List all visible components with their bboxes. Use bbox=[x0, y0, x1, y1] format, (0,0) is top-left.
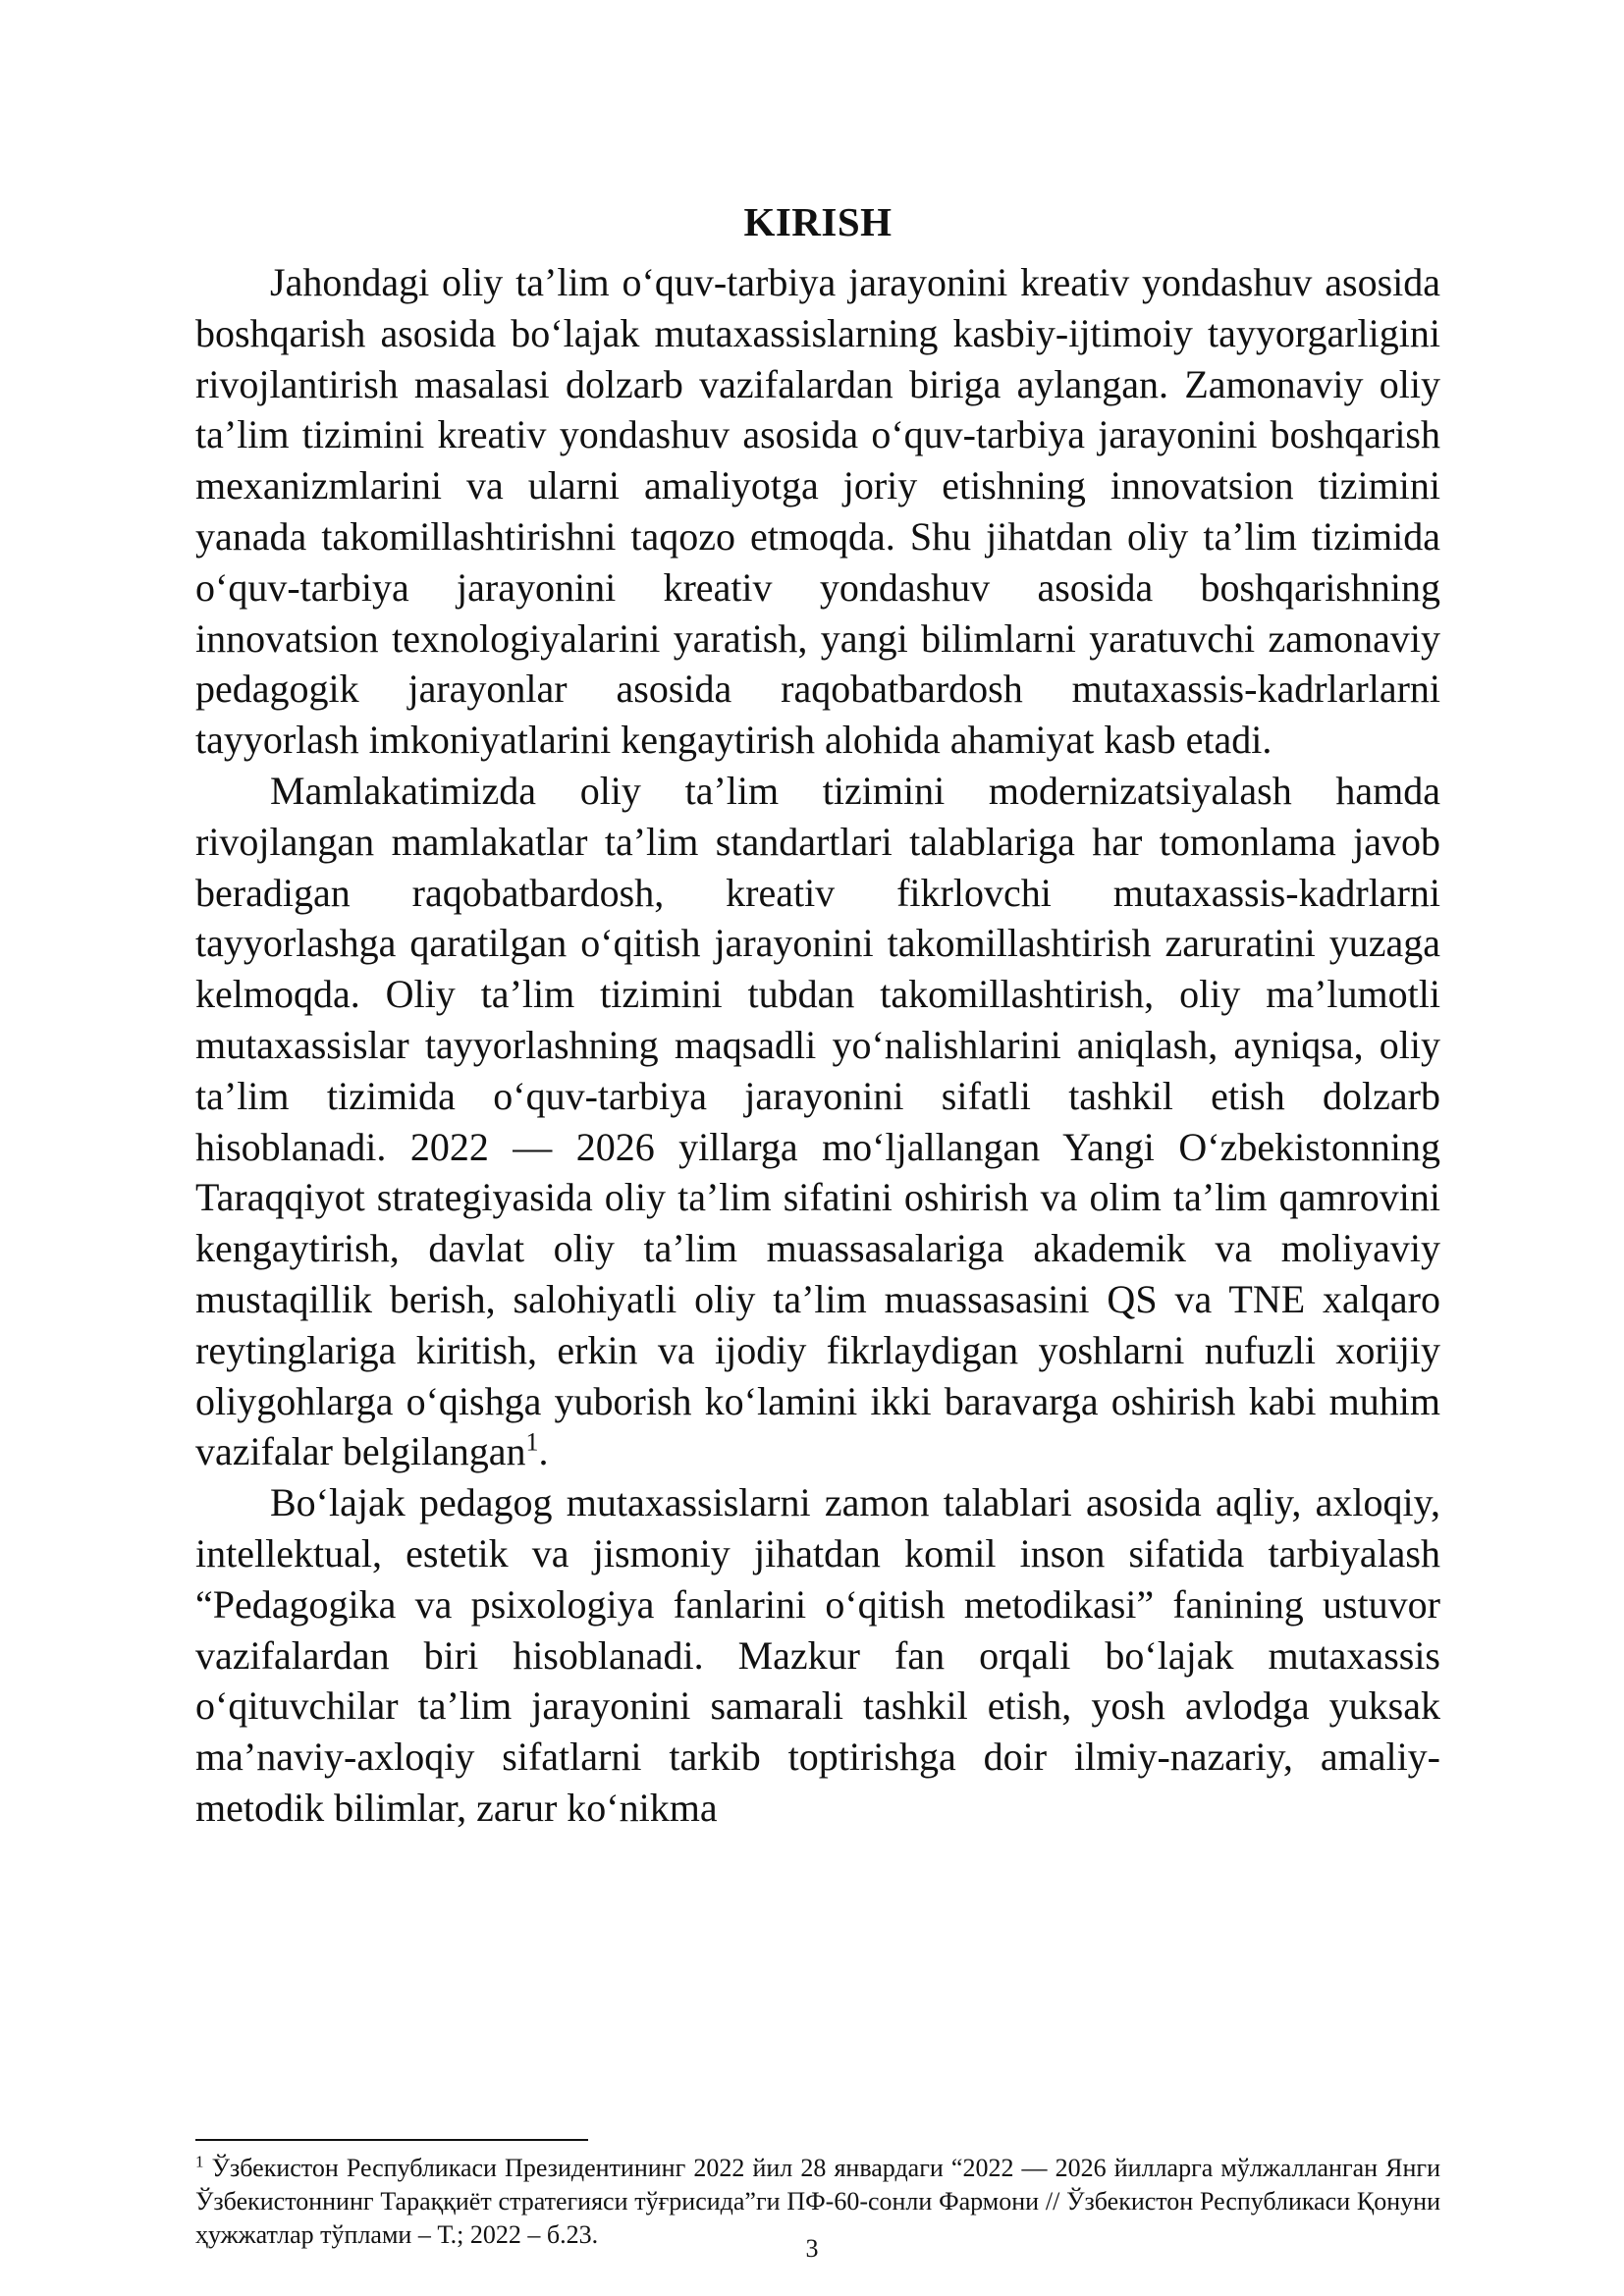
paragraph-3-text: Bo‘lajak pedagog mutaxassislarni zamon talablari asosida aqliy, axloqiy, intellektual, estetik va jismoniy jihatdan komil inson sifatida tarbiyalash “Pedagogika va psixologiya fanlarini o‘qitish metodikasi” fanining ustuvor vazifalardan biri hisoblanadi. Mazkur fan orqali bo‘lajak mutaxassis o‘qituvchilar ta’lim jarayonini samarali tashkil etish, yosh avlodga yuksak ma’naviy-axloqiy sifatlarni tarkib toptirishga doir ilmiy-nazariy, amaliy-metodik bilimlar, zarur ko‘nikma bbox=[195, 1480, 1440, 1830]
footnote-separator bbox=[195, 2139, 588, 2141]
paragraph-3 bbox=[195, 1477, 1440, 1834]
main-text bbox=[195, 187, 1440, 1834]
footnote-text: Ўзбекистон Республикаси Президентининг 2022 йил 28 январдаги “2022 — 2026 йилларга мўлжалланган Янги Ўзбекистоннинг Тараққиёт стратегияси тўғрисида”ги ПФ-60-сонли Фармони // Ўзбекистон Республикаси Қонуни ҳужжатлар тўплами – Т.; 2022 – б.23. bbox=[195, 2154, 1440, 2249]
section-heading: KIRISH bbox=[743, 199, 893, 244]
paragraph-1-text: Jahondagi oliy ta’lim o‘quv-tarbiya jarayonini kreativ yondashuv asosida boshqarish asosida bo‘lajak mutaxassislarning kasbiy-ijtimoiy tayyorgarligini rivojlantirish masalasi dolzarb vazifalardan biriga aylangan. Zamonaviy oliy ta’lim tizimini kreativ yondashuv asosida o‘quv-tarbiya jarayonini boshqarish mexanizmlarini va ularni amaliyotga joriy etishning innovatsion tizimini yanada takomillashtirishni taqozo etmoqda. Shu jihatdan oliy ta’lim tizimida o‘quv-tarbiya jarayonini kreativ yondashuv asosida boshqarishning innovatsion texnologiyalarini yaratish, yangi bilimlarni yaratuvchi zamonaviy pedagogik jarayonlar asosida raqobatbardosh mutaxassis-kadrlarlarni tayyorlash imkoniyatlarini kengaytirish alohida ahamiyat kasb etadi. bbox=[195, 260, 1440, 763]
paragraph-1 bbox=[195, 257, 1440, 766]
paragraph-2-text: Mamlakatimizda oliy ta’lim tizimini modernizatsiyalash hamda rivojlangan mamlakatlar ta’lim standartlari talablariga har tomonlama javob beradigan raqobatbardosh, kreativ fikrlovchi mutaxassis-kadrlarni tayyorlashga qaratilgan o‘qitish jarayonini takomillashtirish zaruratini yuzaga kelmoqda. Oliy ta’lim tizimini tubdan takomillashtirish, oliy ma’lumotli mutaxassislar tayyorlashning maqsadli yo‘nalishlarini aniqlash, ayniqsa, oliy ta’lim tizimida o‘quv-tarbiya jarayonini sifatli tashkil etish dolzarb hisoblanadi. 2022 — 2026 yillarga mo‘ljallangan Yangi O‘zbekistonning Taraqqiyot strategiyasida oliy ta’lim sifatini oshirish va olim ta’lim qamrovini kengaytirish, davlat oliy ta’lim muassasalariga akademik va moliyaviy mustaqillik berish, salohiyatli oliy ta’lim muassasasini QS va TNE xalqaro reytinglariga kiritish, erkin va ijodiy fikrlaydigan yoshlarni nufuzli xorijiy oliygohlarga o‘qishga yuborish ko‘lamini ikki baravarga oshirish kabi muhim vazifalar belgilangan bbox=[195, 768, 1440, 1474]
paragraph-2 bbox=[195, 766, 1440, 1477]
page-number: 3 bbox=[805, 2234, 819, 2263]
footnote-reference[interactable]: 1 bbox=[525, 1428, 539, 1457]
paragraph-2-tail: . bbox=[538, 1429, 549, 1474]
footnote-mark: 1 bbox=[195, 2152, 204, 2171]
